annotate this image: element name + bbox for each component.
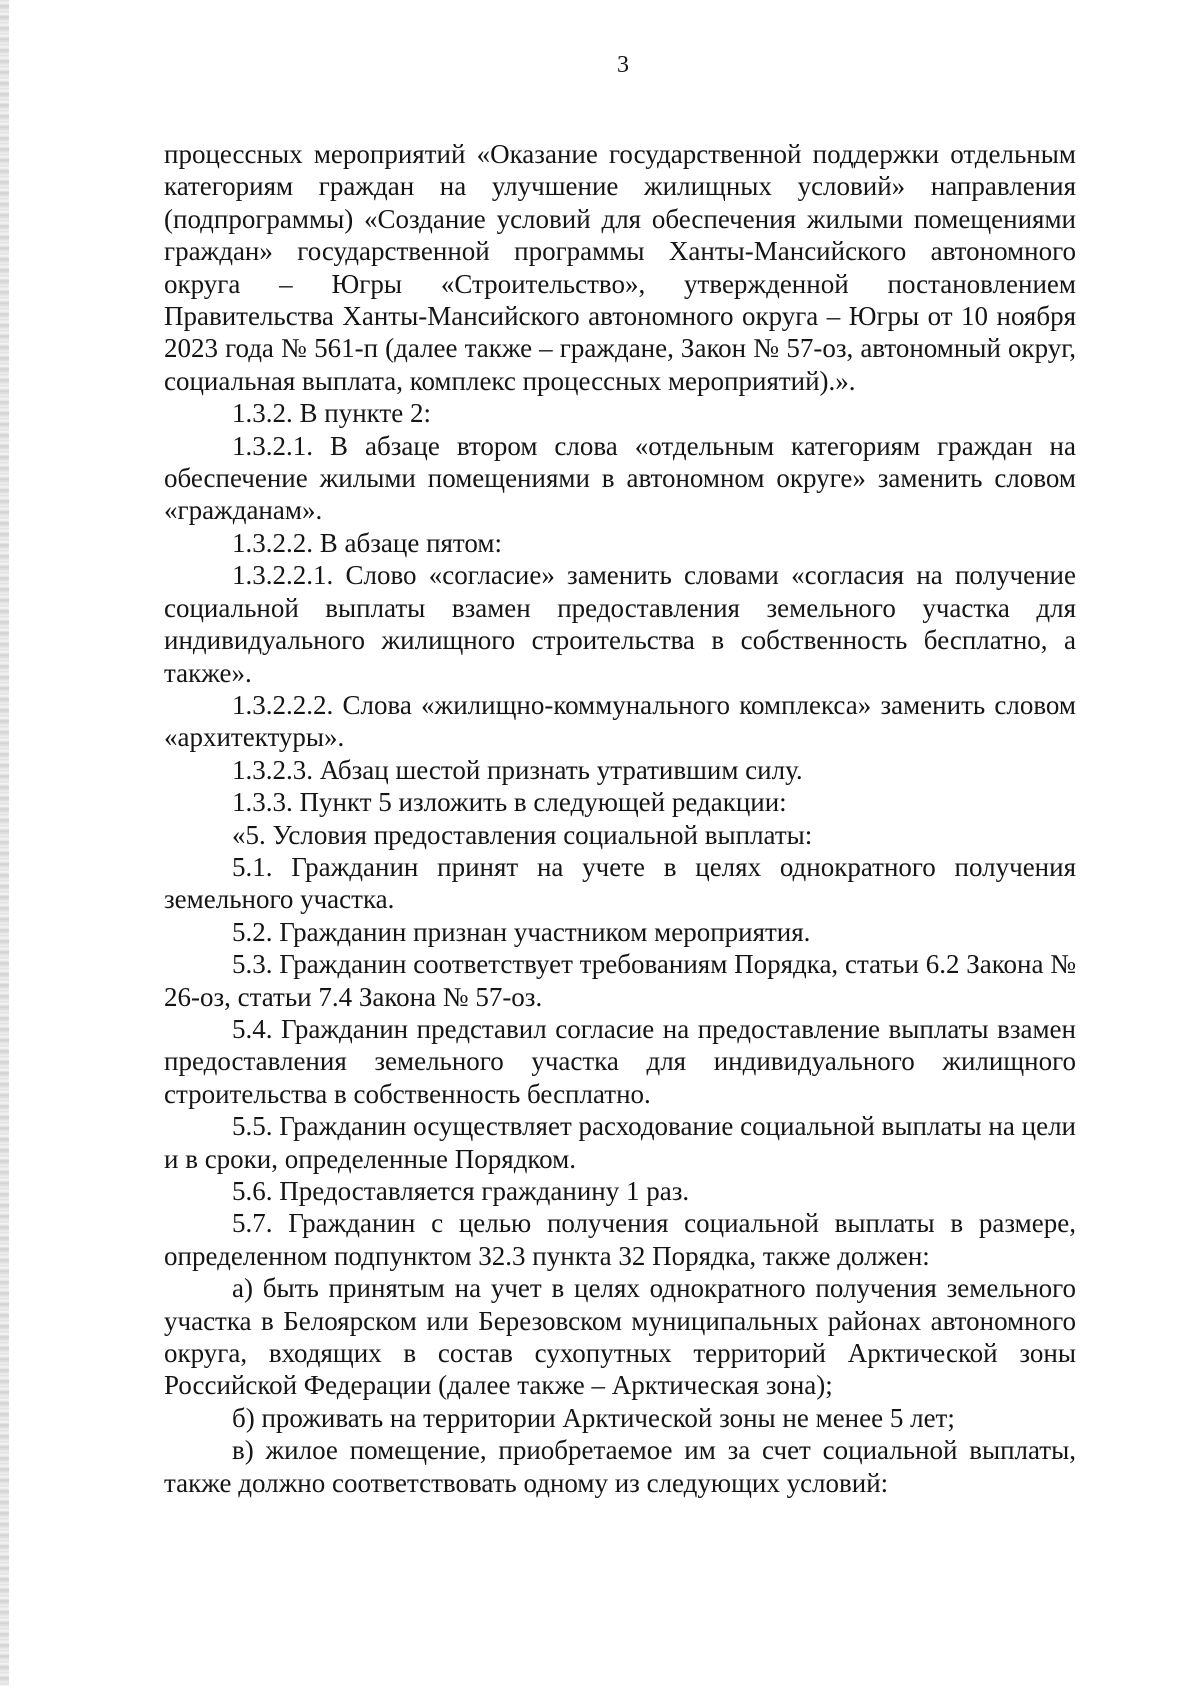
document-body (164, 138, 1076, 1499)
paragraph-1-3-2-3: 1.3.2.3. Абзац шестой признать утратившим силу. (232, 754, 803, 785)
paragraph-1-3-2-1: 1.3.2.1. В абзаце втором слова «отдельным категориям граждан на обеспечение жилыми помещениями в автономном округе» заменить словом «гражданам». (164, 430, 1076, 526)
scan-edge-artifact (0, 0, 9, 1686)
paragraph-5-4: 5.4. Гражданин представил согласие на предоставление выплаты взамен предоставления земельного участка для индивидуального жилищного строительства в собственность бесплатно. (164, 1013, 1076, 1109)
paragraph-5-1: 5.1. Гражданин принят на учете в целях однократного получения земельного участка. (164, 851, 1076, 915)
paragraph-5-5: 5.5. Гражданин осуществляет расходование социальной выплаты на цели и в сроки, определенные Порядком. (164, 1111, 1076, 1174)
paragraph-1-3-3: 1.3.3. Пункт 5 изложить в следующей редакции: (232, 787, 787, 818)
page-number: 3 (617, 52, 629, 78)
paragraph-5-2: 5.2. Гражданин признан участником мероприятия. (232, 916, 811, 947)
paragraph-5-7-v: в) жилое помещение, приобретаемое им за счет социальной выплаты, также должно соответствовать одному из следующих условий: (164, 1435, 1076, 1498)
paragraph-5-7-a: а) быть принятым на учет в целях однократного получения земельного участка в Белоярском или Березовском муниципальных районах автономного округа, входящих в состав сухопутных территорий Арктической зоны Российской Федерации (далее также – Арктическая зона); (164, 1273, 1076, 1401)
paragraph-1-3-2-2-2: 1.3.2.2.2. Слова «жилищно-коммунального комплекса» заменить словом «архитектуры». (164, 689, 1076, 753)
paragraph-continuation: процессных мероприятий «Оказание государственной поддержки отдельным категориям граждан на улучшение жилищных условий» направления (подпрограммы) «Создание условий для обеспечения жилыми помещениями граждан» государственной программы Ханты-Мансийского автономного округа – Югры «Строительство», утвержденной постановлением Правительства Ханты-Мансийского автономного округа – Югры от 10 ноября 2023 года № 561-п (далее также – граждане, Закон № 57-оз, автономный округ, социальная выплата, комплекс процессных мероприятий).». (164, 139, 1076, 396)
paragraph-5-7-b: б) проживать на территории Арктической зоны не менее 5 лет; (232, 1402, 955, 1433)
paragraph-5-6: 5.6. Предоставляется гражданину 1 раз. (232, 1176, 690, 1206)
paragraph-1-3-2-2-1: 1.3.2.2.1. Слово «согласие» заменить словами «согласия на получение социальной выплаты взамен предоставления земельного участка для индивидуального жилищного строительства в собственность бесплатно, а также». (164, 560, 1076, 688)
paragraph-1-3-2-2: 1.3.2.2. В абзаце пятом: (232, 527, 502, 558)
paragraph-5-3: 5.3. Гражданин соответствует требованиям Порядка, статьи 6.2 Закона № 26-оз, статьи 7.4 Закона № 57-оз. (164, 949, 1076, 1012)
paragraph-5-7: 5.7. Гражданин с целью получения социальной выплаты в размере, определенном подпунктом 32.3 пункта 32 Порядка, также должен: (164, 1208, 1076, 1271)
paragraph-5-heading: «5. Условия предоставления социальной выплаты: (232, 819, 813, 850)
paragraph-1-3-2: 1.3.2. В пункте 2: (232, 398, 431, 429)
